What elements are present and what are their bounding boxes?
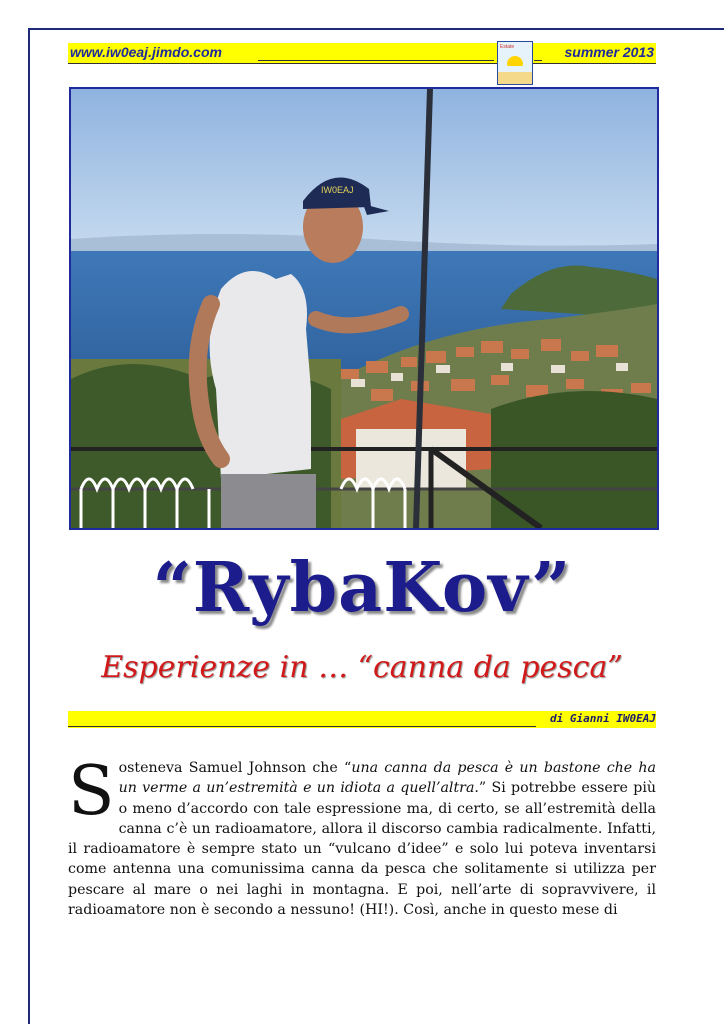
page-frame-left xyxy=(28,28,30,1024)
magazine-logo xyxy=(497,41,533,85)
photo-illustration xyxy=(71,89,657,528)
header-rule-short xyxy=(534,60,542,61)
header-rule xyxy=(258,60,494,61)
article-title: “RybaKov” xyxy=(152,548,572,628)
cap-text: IW0EAJ xyxy=(321,185,354,195)
paragraph-text-a: osteneva Samuel Johnson che “ xyxy=(118,760,352,776)
header-issue: summer 2013 xyxy=(564,44,654,60)
article-subtitle: Esperienze in … “canna da pesca” xyxy=(101,650,623,685)
logo-text: Estate xyxy=(500,44,515,50)
header-url[interactable]: www.iw0eaj.jimdo.com xyxy=(70,44,222,60)
byline: di Gianni IW0EAJ xyxy=(550,712,656,725)
drop-cap: S xyxy=(68,752,115,831)
paragraph-text-b: ” Si potrebbe essere più o meno d’accordo con tale espressione ma, di certo, se all’estremità della canna c’è un radioamatore, allora il discorso cambia radicalmente. Infatti, il radioamatore è sempre stato un “vulcano d’idee” e solo lui poteva inventarsi come antenna una comunissima canna da pesca che solitamente si utilizza per pescare al mare o nei laghi in montagna. E poi, nell’arte di sopravvivere, il radioamatore non è secondo a nessuno! (HI!). Così, anche in questo mese di xyxy=(68,780,656,919)
beach-icon xyxy=(498,72,532,84)
byline-rule xyxy=(68,726,536,727)
article-body xyxy=(68,752,656,920)
page-frame-top xyxy=(28,28,724,30)
article-photo xyxy=(69,87,659,530)
quote-text: una canna da pesca è un bastone che ha un verme a un’estremità e un idiota a quell’altra. xyxy=(118,760,656,797)
umbrella-icon xyxy=(507,56,523,66)
